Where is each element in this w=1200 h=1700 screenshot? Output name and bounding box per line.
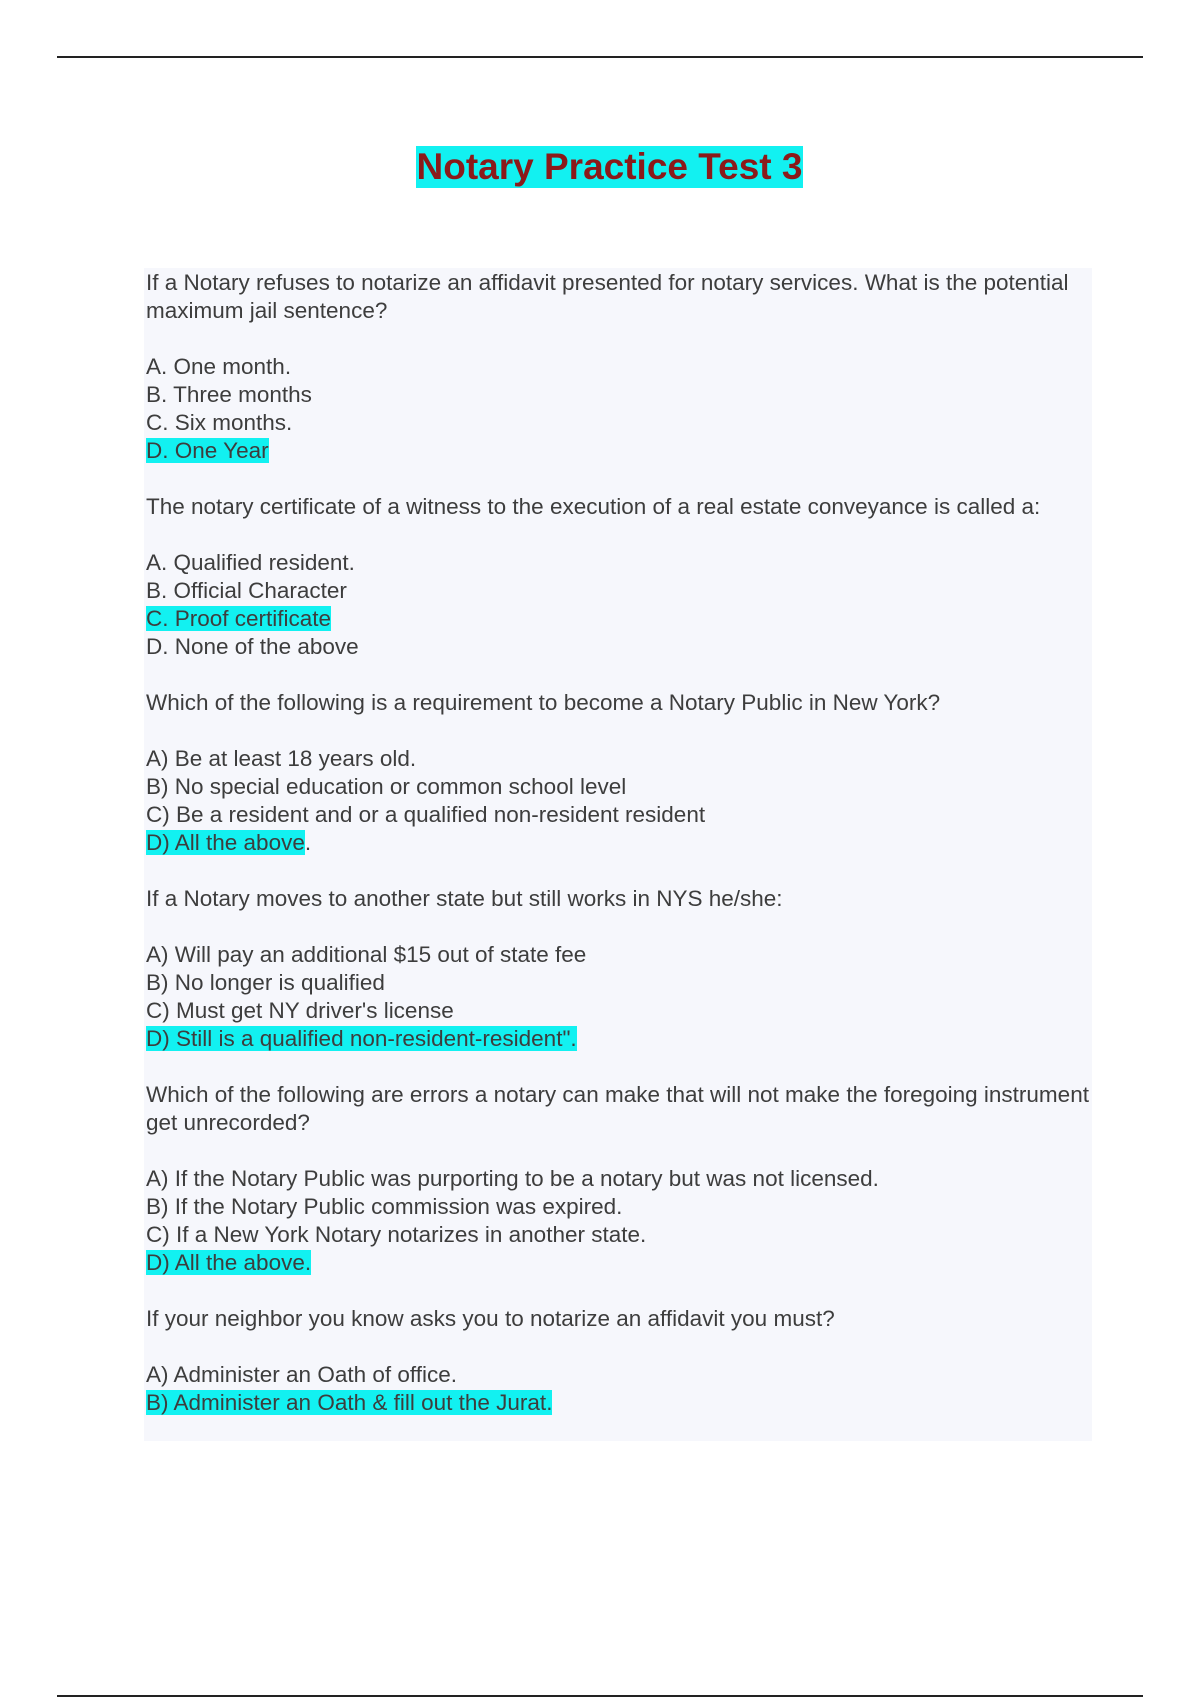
answer-option-label: B) Administer an Oath & fill out the Jurat. [146,1390,553,1415]
answer-options [146,549,1090,661]
answer-option-correct [146,1025,1090,1053]
answer-options [146,941,1090,1053]
question-text: Which of the following is a requirement to become a Notary Public in New York? [146,690,941,715]
answer-option-correct [146,1389,1090,1417]
question-block [146,1081,1090,1277]
answer-option [146,1193,1090,1221]
answer-option-label: A. One month. [146,354,292,379]
question-block [146,1305,1090,1417]
question-block [146,269,1090,465]
answer-option-label: B. Official Character [146,578,347,603]
answer-option-label: A) Be at least 18 years old. [146,746,417,771]
answer-option-label: A) Will pay an additional $15 out of state fee [146,942,587,967]
answer-option-label: C) If a New York Notary notarizes in another state. [146,1222,647,1247]
answer-option-label: A) Administer an Oath of office. [146,1362,457,1387]
answer-option-label: C. Proof certificate [146,606,332,631]
answer-option-correct [146,829,1090,857]
question-block [146,493,1090,661]
title-container [0,146,1200,188]
question-text: If your neighbor you know asks you to notarize an affidavit you must? [146,1306,835,1331]
answer-option-label: D. One Year [146,438,269,463]
questions-list [146,269,1090,1445]
answer-option [146,409,1090,437]
answer-option-label: A. Qualified resident. [146,550,355,575]
answer-option-label: C) Must get NY driver's license [146,998,454,1023]
answer-options [146,353,1090,465]
answer-option [146,353,1090,381]
answer-option [146,773,1090,801]
top-rule [57,56,1143,58]
answer-option [146,745,1090,773]
answer-option-label: D) Still is a qualified non-resident-resident". [146,1026,577,1051]
answer-option-label: C. Six months. [146,410,293,435]
answer-option-label: D) All the above [146,830,305,855]
answer-option-label: D) All the above. [146,1250,312,1275]
answer-option [146,997,1090,1025]
answer-option-label: B) No longer is qualified [146,970,385,995]
answer-option-label: A) If the Notary Public was purporting to be a notary but was not licensed. [146,1166,879,1191]
answer-option [146,1221,1090,1249]
answer-option-correct [146,1249,1090,1277]
answer-option-correct [146,605,1090,633]
question-text: If a Notary moves to another state but still works in NYS he/she: [146,886,783,911]
answer-options [146,1165,1090,1277]
answer-option-label: B) No special education or common school level [146,774,627,799]
bottom-rule [57,1695,1143,1697]
answer-option [146,633,1090,661]
answer-option [146,801,1090,829]
answer-option-suffix: . [304,830,312,855]
question-text: The notary certificate of a witness to the execution of a real estate conveyance is called a: [146,494,1041,519]
answer-option [146,941,1090,969]
question-block [146,885,1090,1053]
answer-option-label: B. Three months [146,382,312,407]
answer-option-label: C) Be a resident and or a qualified non-resident resident [146,802,706,827]
question-text: If a Notary refuses to notarize an affidavit presented for notary services. What is the potential maximum jail sentence? [146,270,1069,323]
answer-option [146,549,1090,577]
answer-option [146,381,1090,409]
answer-option [146,969,1090,997]
answer-option-label: D. None of the above [146,634,359,659]
answer-options [146,745,1090,857]
answer-options [146,1361,1090,1417]
page-title: Notary Practice Test 3 [416,146,803,187]
answer-option [146,577,1090,605]
answer-option [146,1165,1090,1193]
answer-option-label: B) If the Notary Public commission was expired. [146,1194,623,1219]
answer-option-correct [146,437,1090,465]
question-text: Which of the following are errors a notary can make that will not make the foregoing instrument get unrecorded? [146,1082,1089,1135]
question-block [146,689,1090,857]
answer-option [146,1361,1090,1389]
